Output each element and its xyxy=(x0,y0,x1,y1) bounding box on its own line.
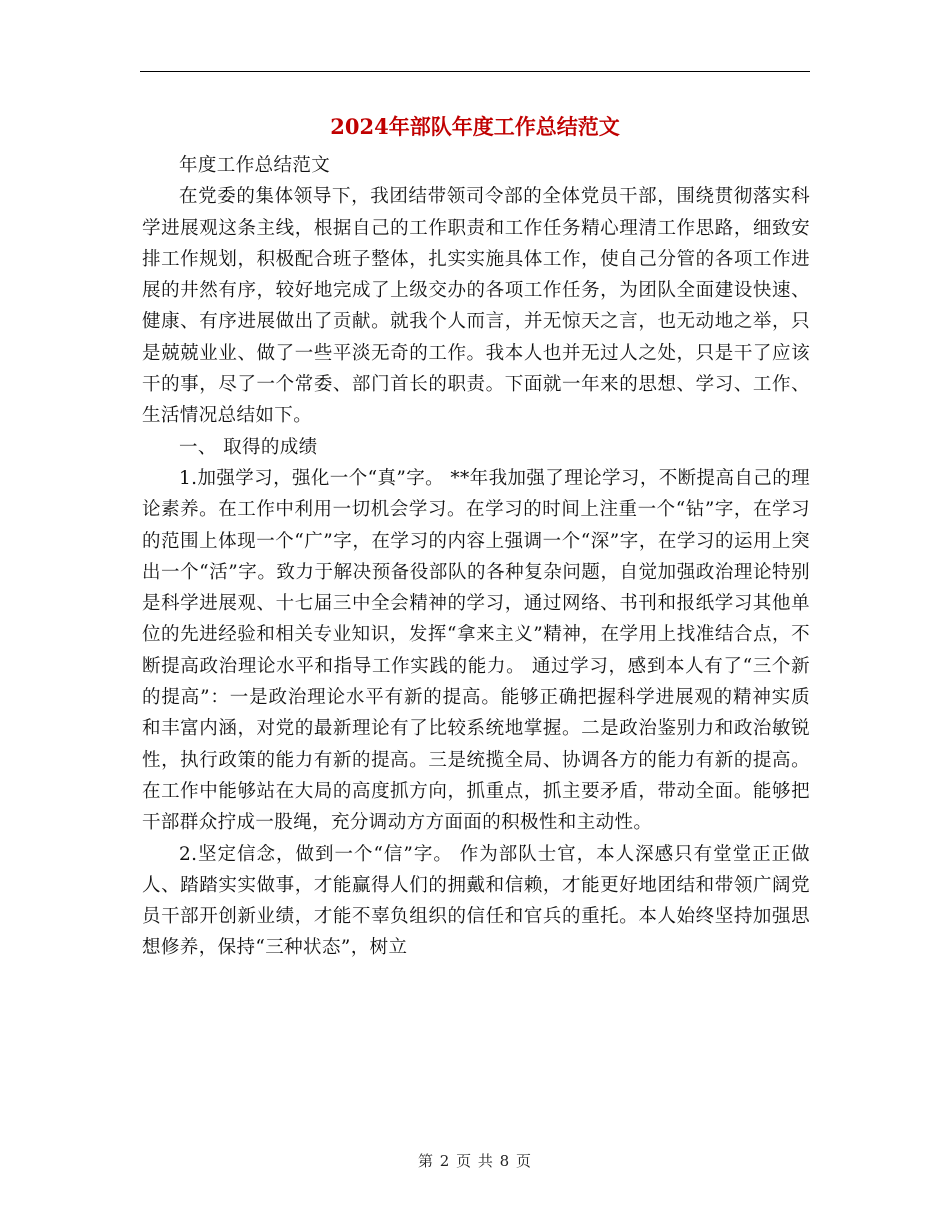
paragraph-intro: 在党委的集体领导下，我团结带领司令部的全体党员干部，围绕贯彻落实科学进展观这条主线，根据自己的工作职责和工作任务精心理清工作思路，细致安排工作规划，积极配合班子整体，扎实实施具体工作，使自己分管的各项工作进展的井然有序，较好地完成了上级交办的各项工作任务，为团队全面建设快速、健康、有序进展做出了贡献。就我个人而言，并无惊天之言，也无动地之举，只是兢兢业业、做了一些平淡无奇的工作。我本人也并无过人之处，只是干了应该干的事，尽了一个常委、部门首长的职责。下面就一年来的思想、学习、工作、生活情况总结如下。 xyxy=(142,186,810,427)
section-heading-achievements: 一、 取得的成绩 xyxy=(179,436,318,458)
paragraph-subtitle: 年度工作总结范文 xyxy=(179,155,331,176)
paragraph-belief: 2.坚定信念，做到一个“信”字。 作为部队士官，本人深感只有堂堂正正做人、踏踏实实做事，才能赢得人们的拥戴和信赖，才能更好地团结和带领广阔党员干部开创新业绩，才能不辜负组织的信任和官兵的重托。本人始终坚持加强思想修养，保持“三种状态”，树立 xyxy=(142,843,810,959)
document-body xyxy=(142,150,810,964)
page-number-footer: 第 2 页 共 8 页 xyxy=(418,1152,532,1170)
document-title: 2024年部队年度工作总结范文 xyxy=(330,114,620,139)
paragraph-study: 1.加强学习，强化一个“真”字。 **年我加强了理论学习，不断提高自己的理论素养。在工作中利用一切机会学习。在学习的时间上注重一个“钻”字，在学习的范围上体现一个“广”字，在学习的内容上强调一个“深”字，在学习的运用上突出一个“活”字。致力于解决预备役部队的各种复杂问题，自觉加强政治理论特别是科学进展观、十七届三中全会精神的学习，通过网络、书刊和报纸学习其他单位的先进经验和相关专业知识，发挥“拿来主义”精神，在学用上找准结合点，不断提高政治理论水平和指导工作实践的能力。 通过学习，感到本人有了“三个新的提高”：一是政治理论水平有新的提高。能够正确把握科学进展观的精神实质和丰富内涵，对党的最新理论有了比较系统地掌握。二是政治鉴别力和政治敏锐性，执行政策的能力有新的提高。三是统揽全局、协调各方的能力有新的提高。在工作中能够站在大局的高度抓方向，抓重点，抓主要矛盾，带动全面。能够把干部群众拧成一股绳，充分调动方方面面的积极性和主动性。 xyxy=(142,467,810,834)
header-rule xyxy=(140,71,810,72)
